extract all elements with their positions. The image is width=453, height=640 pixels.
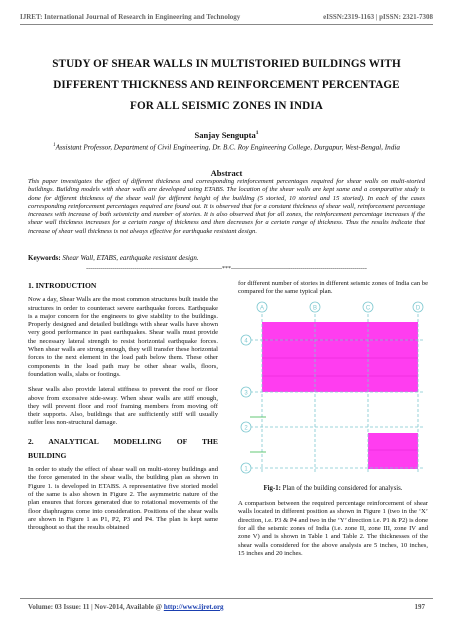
section-2-heading: 2. ANALYTICAL MODELLING OF THE — [28, 436, 218, 446]
abstract-heading: Abstract — [210, 168, 243, 178]
affiliation-text: Assistant Professor, Department of Civil Engineering, Dr. B.C. Roy Engineering College, Durgapur, West-Bengal, India — [55, 143, 400, 152]
title-line: STUDY OF SHEAR WALLS IN MULTISTORIED BUILDINGS WITH — [52, 58, 401, 70]
grid-label-a: A — [259, 305, 265, 312]
right-paragraph: for different number of stories in different seismic zones of India can be compared for the same typical plan. — [238, 280, 428, 296]
grid-label-2: 2 — [244, 425, 248, 432]
paper-title — [20, 54, 433, 117]
grid-label-c: C — [365, 305, 371, 312]
section-2-heading-cont: BUILDING — [28, 450, 67, 460]
section-1-paragraph: Shear walls also provide lateral stiffness to prevent the roof or floor above from excessive side-sway. When shear walls are stiff enough, they will prevent floor and roof framing members from moving off their supports. Also, buildings that are sufficiently stiff will usually suffer less non-structural damage. — [28, 386, 218, 427]
header-rule — [20, 24, 433, 25]
section-1-heading: 1. INTRODUCTION — [28, 281, 97, 290]
keywords-text: Shear Wall, ETABS, earthquake resistant design. — [62, 254, 199, 262]
grid-label-b: B — [312, 305, 318, 312]
page-number: 197 — [414, 603, 425, 611]
figure-caption — [238, 485, 428, 493]
section-1-paragraph: Now a day, Shear Walls are the most common structures built inside the structures in order to counteract severe earthquake forces. Earthquake is a major concern for the engineers to give stability to the buildings. Properly designed and detailed buildings with shear walls have shown very good performance in past earthquakes. Shear walls must provide the necessary lateral strength to resist horizontal earthquake forces. When shear walls are strong enough, they will transfer these horizontal forces to the next element in the load path below them. These other components in the load path may be other shear walls, floors, foundation walls, slabs or footings. — [28, 296, 218, 378]
author-name: Sanjay Sengupta — [194, 130, 256, 140]
keywords-label: Keywords: — [28, 254, 61, 262]
shear-wall-region-bottom — [368, 433, 418, 469]
running-footer — [28, 603, 425, 611]
grid-label-d: D — [415, 305, 421, 312]
keywords — [28, 254, 425, 262]
left-column — [28, 282, 218, 539]
right-column — [238, 280, 428, 565]
grid-label-4: 4 — [244, 338, 248, 345]
journal-name: IJRET: International Journal of Research in Engineering and Technology — [20, 13, 241, 21]
journal-link[interactable]: http://www.ijret.org — [163, 603, 224, 611]
abstract-body: This paper investigates the effect of different thickness and corresponding reinforcement percentages required for shear walls on multi-storied buildings. Building models with shear walls are developed using ETABS. The location of the shear walls are kept same and a comparative study is done for different thickness of the shear wall for different height of the building (5 storied, 10 storied and 15 storied). In each of the cases corresponding reinforcement percentages required are found out. It is observed that for a constant thickness of shear wall, reinforcement percentage increases with increase of both seismicity and number of stories. It is also observed that for all zones, the reinforcement percentage increases if the shear wall thickness increases for a certain range of thickness and then decreases for a certain range of thickness. Thus the results indicate that increase of shear wall thickness is not always effective for earthquake resistant design. — [28, 178, 425, 235]
section-divider: --------------------------------------------------------------------***-------------------------------------------------------------------- — [86, 266, 367, 272]
author-superscript: 1 — [255, 130, 259, 137]
footer-volume-text: Volume: 03 Issue: 11 | Nov-2014, Available @ — [28, 603, 164, 611]
grid-label-3: 3 — [244, 390, 248, 397]
shear-wall-region-top — [262, 322, 418, 392]
footer-rule — [20, 598, 433, 599]
affiliation — [30, 141, 423, 152]
grid-label-1: 1 — [244, 466, 248, 473]
title-line: DIFFERENT THICKNESS AND REINFORCEMENT PERCENTAGE — [53, 79, 400, 91]
issn: eISSN:2319-1163 | pISSN: 2321-7308 — [323, 13, 433, 21]
caption-text: Plan of the building considered for analysis. — [280, 484, 403, 492]
right-paragraph: A comparison between the required percentage reinforcement of shear walls located in different position as shown in Figure 1 (two in the ‘X’ direction, i.e. P3 & P4 and two in the ‘Y’ direction i.e. P1 & P2) is done for all the seismic zones of India (i.e. zone II, zone III, zone IV and zone V) and is shown in Table 1 and Table 2. The thicknesses of the shear walls considered for the above analysis are 5 inches, 10 inches, 15 inches and 20 inches. — [238, 500, 428, 557]
building-plan-figure — [238, 300, 428, 478]
author — [20, 130, 433, 140]
affiliation-superscript: 1 — [53, 143, 56, 148]
title-line: FOR ALL SEISMIC ZONES IN INDIA — [130, 100, 323, 112]
running-header — [20, 13, 433, 21]
section-2-paragraph: In order to study the effect of shear wall on multi-storey buildings and the force generated in the shear walls, the building plan as shown in Figure 1. is developed in ETABS. A representative five storied model of the same is also shown in Figure 2. The asymmetric nature of the plan ensures that forces generated due to rotational movements of the floor diaphragms come into consideration. Positions of the shear walls are shown in Figure 1 as P1, P2, P3 and P4. The plan is kept same throughout so that the results obtained — [28, 466, 218, 532]
caption-label: Fig-1: — [263, 484, 281, 492]
footer-volume — [28, 603, 224, 611]
